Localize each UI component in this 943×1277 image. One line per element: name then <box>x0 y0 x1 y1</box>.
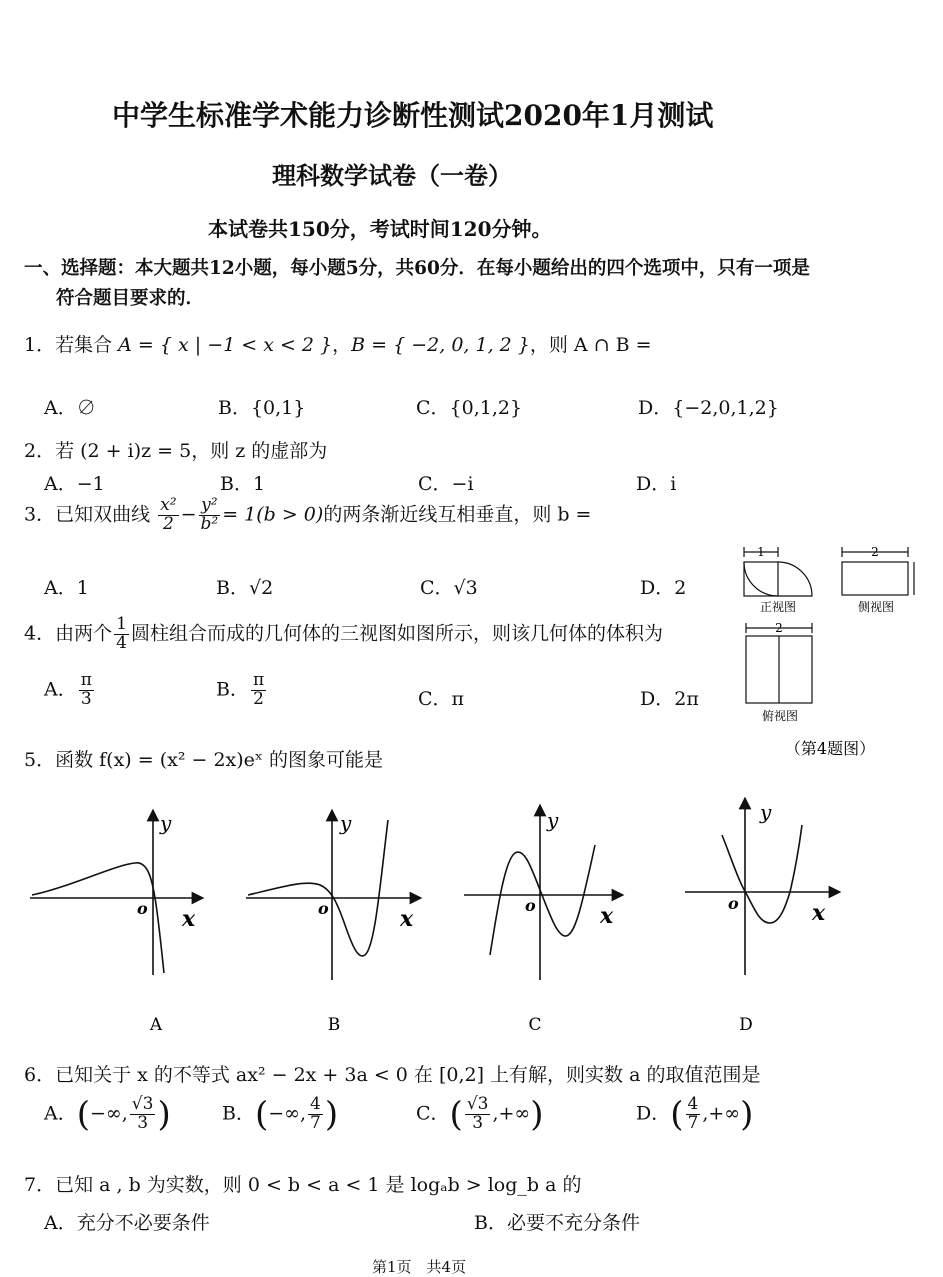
top-view-dimension: 2 <box>775 621 783 635</box>
graph-b-origin: o <box>318 899 329 918</box>
graph-d-origin: o <box>728 894 739 913</box>
q1-option-c[interactable]: C．{0,1,2} <box>416 397 523 419</box>
q1-pre: 若集合 <box>55 334 113 356</box>
q2-option-b[interactable]: B．1 <box>220 473 266 495</box>
q3-number: 3． <box>24 503 56 526</box>
q7-option-b[interactable]: B．必要不充分条件 <box>474 1212 640 1234</box>
q3-post: 的两条渐近线互相垂直，则 b = <box>323 503 592 526</box>
front-view-dimension: 1 <box>757 545 765 559</box>
q1-set-a: A = { x | −1 < x < 2 } <box>118 334 333 356</box>
graph-a-label: A <box>149 1015 163 1035</box>
graph-d-x-label: x <box>812 900 826 926</box>
q3-option-c[interactable]: C．√3 <box>420 577 478 599</box>
question-3 <box>24 497 591 534</box>
question-4 <box>24 616 663 653</box>
q7-option-a[interactable]: A．充分不必要条件 <box>44 1212 210 1234</box>
q1-option-d[interactable]: D．{−2,0,1,2} <box>638 397 779 419</box>
q7-text: 已知 a , b 为实数，则 0 < b < a < 1 是 logₐb > log_b a 的 <box>55 1174 582 1196</box>
graph-c-y-label: y <box>547 808 559 832</box>
q3-frac-y: $\frac{\text{y²}}{\text{b²}}$ <box>200 495 219 534</box>
q1-set-b: B = { −2, 0, 1, 2 } <box>351 334 530 356</box>
page-footer: 第1页 共4页 <box>372 1258 467 1276</box>
q2-option-c[interactable]: C．−i <box>418 473 474 495</box>
q6-option-c[interactable]: C．( $\frac{√3}{3}$ ,+∞) <box>416 1094 544 1135</box>
q3-pre: 已知双曲线 <box>55 503 151 526</box>
q3-option-d[interactable]: D．2 <box>640 577 687 599</box>
three-view-figure <box>730 540 935 765</box>
q5-number: 5． <box>24 749 56 771</box>
q4-option-a-fraction: $\frac{\pi}{3}$ <box>80 670 92 709</box>
q3-eq: = 1(b > 0) <box>222 503 324 526</box>
q6-option-b[interactable]: B．(−∞, $\frac{4}{7}$ ) <box>222 1094 339 1135</box>
question-1 <box>24 330 652 357</box>
exam-intro: 本试卷共150分，考试时间120分钟。 <box>208 217 552 241</box>
question-2 <box>24 436 327 463</box>
graph-a[interactable] <box>30 815 198 975</box>
graph-c-label: C <box>528 1015 542 1035</box>
q3-frac-x: $\frac{\text{x²}}{2}$ <box>160 495 177 534</box>
graph-a-origin: o <box>137 899 148 918</box>
q5-text: 函数 f(x) = (x² − 2x)eˣ 的图象可能是 <box>55 749 384 771</box>
graph-d[interactable] <box>685 803 835 975</box>
q1-sep: ， <box>332 334 352 356</box>
q4-number: 4． <box>24 622 56 645</box>
graph-b[interactable] <box>246 815 416 980</box>
q4-pre: 由两个 <box>55 622 113 645</box>
q4-option-d[interactable]: D．2π <box>640 688 699 710</box>
q4-post: 圆柱组合而成的几何体的三视图如图所示，则该几何体的体积为 <box>130 622 663 645</box>
q6-text: 已知关于 x 的不等式 ax² − 2x + 3a < 0 在 [0,2] 上有解，则实数 a 的取值范围是 <box>55 1064 761 1086</box>
exam-subtitle: 理科数学试卷（一卷） <box>272 161 512 190</box>
graph-a-x-label: x <box>182 906 196 932</box>
q2-option-d[interactable]: D．i <box>636 473 677 495</box>
q4-option-b[interactable]: B． $\frac{\pi}{2}$ <box>216 670 265 709</box>
q2-option-a[interactable]: A．−1 <box>44 473 105 495</box>
figure-caption: （第4题图） <box>784 739 876 758</box>
graph-a-y-label: y <box>160 811 172 835</box>
q4-option-b-fraction: $\frac{\pi}{2}$ <box>252 670 265 709</box>
q4-option-a[interactable]: A． $\frac{\pi}{3}$ <box>44 670 92 709</box>
top-view-label: 俯视图 <box>761 709 799 723</box>
q4-option-c[interactable]: C．π <box>418 688 465 710</box>
q1-option-a[interactable]: A．∅ <box>44 397 96 419</box>
q2-text: 若 (2 + i)z = 5，则 z 的虚部为 <box>55 440 328 462</box>
q1-post: ，则 A ∩ B = <box>529 334 652 356</box>
question-6 <box>24 1060 760 1087</box>
graph-b-y-label: y <box>340 811 352 835</box>
graph-c-origin: o <box>525 896 536 915</box>
q5-graphs <box>20 795 850 1045</box>
question-5 <box>24 745 383 772</box>
graph-b-label: B <box>327 1015 341 1035</box>
q3-option-a[interactable]: A．1 <box>44 577 89 599</box>
graph-c-x-label: x <box>600 903 614 929</box>
section-heading-line2: 符合题目要求的． <box>56 288 205 309</box>
graph-d-y-label: y <box>760 800 772 824</box>
exam-title: 中学生标准学术能力诊断性测试2020年1月测试 <box>112 99 714 132</box>
q1-number: 1． <box>24 334 56 356</box>
q3-option-b[interactable]: B．√2 <box>216 577 274 599</box>
front-view-label: 正视图 <box>759 600 797 614</box>
q7-number: 7． <box>24 1174 56 1196</box>
top-view <box>746 623 812 703</box>
question-7 <box>24 1170 581 1197</box>
q1-option-b[interactable]: B．{0,1} <box>218 397 306 419</box>
q6-option-a[interactable]: A．(−∞, $\frac{√3}{3}$ ) <box>44 1094 171 1135</box>
graph-c[interactable] <box>464 810 618 980</box>
q2-number: 2． <box>24 440 56 462</box>
q4-fraction: $\frac{1}{4}$ <box>116 614 127 653</box>
graph-d-label: D <box>739 1015 753 1035</box>
graph-b-x-label: x <box>400 906 414 932</box>
side-view-dimension: 2 <box>871 545 879 559</box>
front-view <box>744 547 812 596</box>
q6-number: 6． <box>24 1064 56 1086</box>
section-heading: 一、选择题：本大题共12小题，每小题5分，共60分．在每小题给出的四个选项中，只有一项是 <box>24 258 810 279</box>
q6-option-d[interactable]: D．( $\frac{4}{7}$ ,+∞) <box>636 1094 754 1135</box>
q3-minus: − <box>180 503 197 526</box>
side-view-label: 侧视图 <box>857 600 895 614</box>
